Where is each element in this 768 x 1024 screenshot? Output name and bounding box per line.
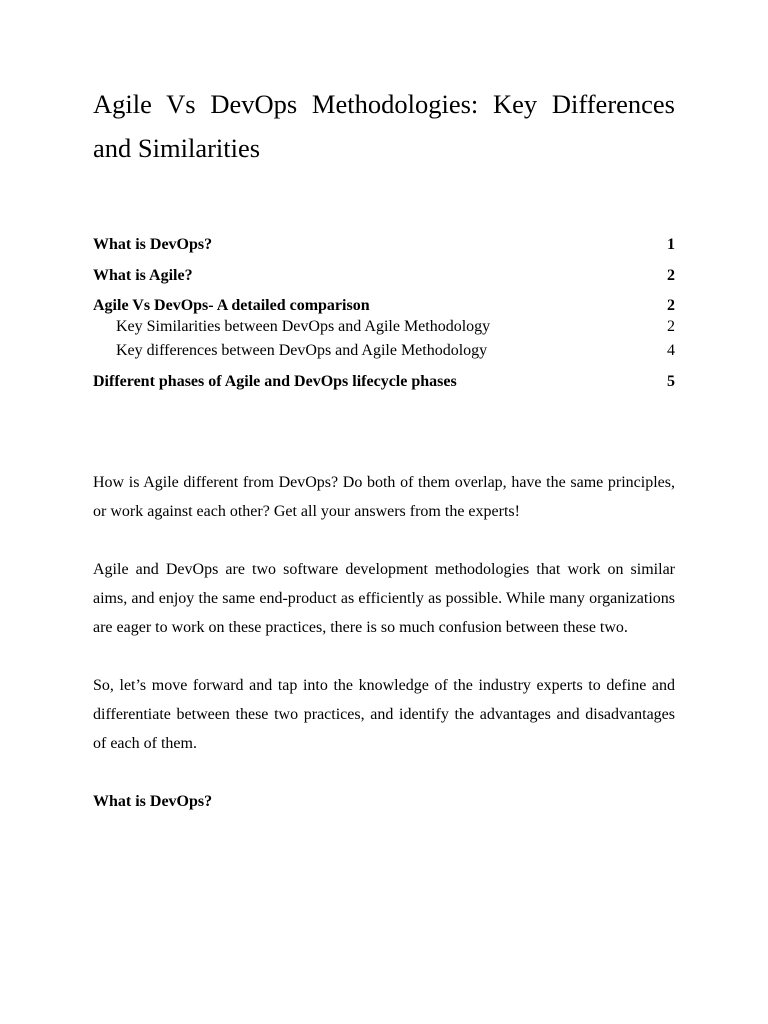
toc-entry[interactable] xyxy=(93,229,675,260)
intro-paragraph: How is Agile different from DevOps? Do both of them overlap, have the same principles, or work against each other? Get all your answers from the experts! xyxy=(93,474,675,520)
toc-entry-label: Different phases of Agile and DevOps lifecycle phases xyxy=(93,373,457,390)
body-paragraph: So, let’s move forward and tap into the knowledge of the industry experts to define and differentiate between these two practices, and identify the advantages and disadvantages of each of them. xyxy=(93,677,675,752)
toc-entry[interactable] xyxy=(93,260,675,291)
toc-entry-label: What is Agile? xyxy=(93,267,193,284)
toc-entry-page: 5 xyxy=(667,373,675,390)
toc-subentry-page: 4 xyxy=(667,342,675,359)
document-page xyxy=(93,82,675,816)
document-body xyxy=(93,468,675,816)
document-title: Agile Vs DevOps Methodologies: Key Differences and Similarities xyxy=(93,89,675,163)
toc-subentry[interactable] xyxy=(93,315,675,339)
toc-subentry[interactable] xyxy=(93,339,675,363)
table-of-contents xyxy=(93,229,675,396)
toc-subentry-label: Key Similarities between DevOps and Agile Methodology xyxy=(116,318,491,335)
body-paragraph: Agile and DevOps are two software development methodologies that work on similar aims, and enjoy the same end-product as efficiently as possible. While many organizations are eager to work on these practices, there is so much confusion between these two. xyxy=(93,561,675,636)
toc-entry-label: What is DevOps? xyxy=(93,236,213,253)
toc-entry-page: 2 xyxy=(667,267,675,284)
toc-entry[interactable] xyxy=(93,363,675,396)
toc-entry-page: 2 xyxy=(667,297,675,314)
toc-entry-page: 1 xyxy=(667,236,675,253)
toc-subentry-page: 2 xyxy=(667,318,675,335)
section-heading: What is DevOps? xyxy=(93,793,213,810)
toc-subentry-label: Key differences between DevOps and Agile Methodology xyxy=(116,342,488,359)
toc-entry-label: Agile Vs DevOps- A detailed comparison xyxy=(93,297,370,314)
toc-entry[interactable] xyxy=(93,291,675,315)
